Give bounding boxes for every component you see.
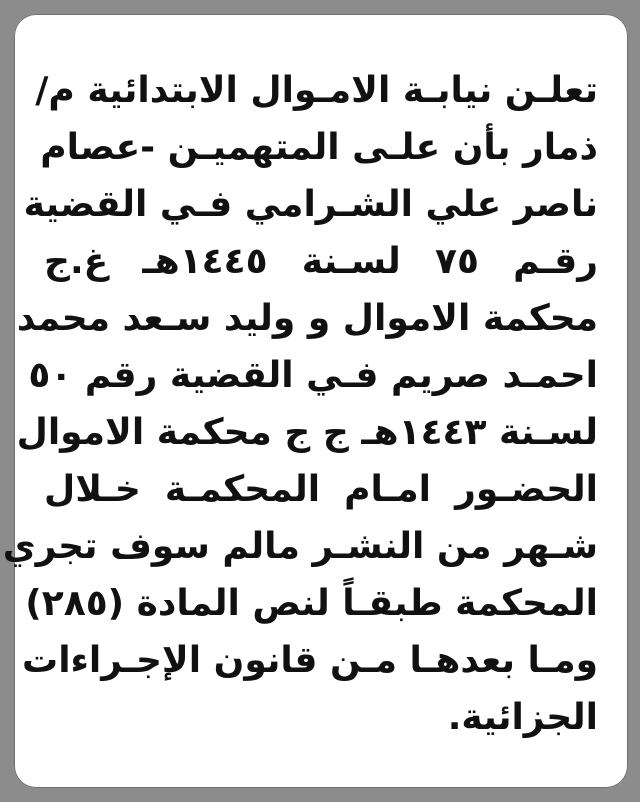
notice-line-3: ناصر علي الشـرامي فـي القضية <box>23 184 598 225</box>
notice-line-5: محكمة الاموال و وليد سـعد محمد <box>16 298 598 339</box>
notice-line-2: ذمار بأن علـى المتهميـن -عصام <box>40 127 598 168</box>
notice-line-7: لسـنة ١٤٤٣هـ ج ج محكمة الاموال <box>16 412 598 453</box>
notice-line-6: احمـد صريم فـي القضية رقم ٥٠ <box>28 355 598 396</box>
notice-line-9: شـهر من النشـر مالم سوف تجري <box>2 526 598 567</box>
notice-line-8: الحضـور امـام المحكمـة خـلال <box>44 469 598 510</box>
notice-text <box>2 62 598 746</box>
notice-line-12: الجزائية. <box>447 697 598 738</box>
notice-card <box>2 14 628 788</box>
notice-line-4: رقـم ٧٥ لسـنة ١٤٤٥هـ غ.ج <box>44 241 598 282</box>
notice-line-1: تعلـن نيابـة الامـوال الابتدائية م/ <box>35 70 598 111</box>
notice-line-10: المحكمة طبقـاً لنص المادة (٢٨٥) <box>25 583 598 624</box>
notice-line-11: ومـا بعدهـا مـن قانون الإجـراءات <box>22 640 598 681</box>
